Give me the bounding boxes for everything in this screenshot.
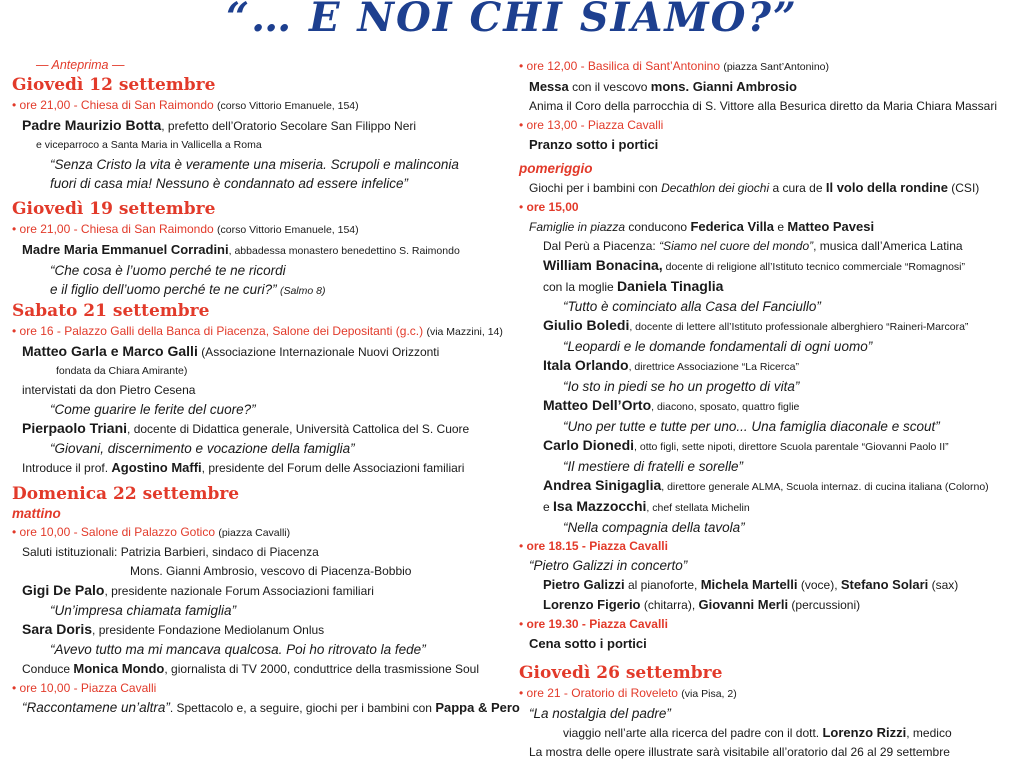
day-heading-12: Giovedì 12 settembre	[12, 75, 216, 95]
event-time: • ore 13,00 - Piazza Cavalli	[519, 118, 664, 132]
exhibition: La mostra delle opere illustrate sarà visitabile all’oratorio dal 26 al 29 settembre	[529, 745, 950, 759]
speaker: Itala Orlando, direttrice Associazione “La Ricerca”	[543, 357, 799, 373]
event-time: • ore 15,00	[519, 200, 579, 214]
quote: “Nella compagnia della tavola”	[563, 520, 745, 535]
speaker: Pierpaolo Triani, docente di Didattica generale, Università Cattolica del S. Cuore	[22, 420, 470, 436]
families: Famiglie in piazza conducono Federica Villa e Matteo Pavesi	[529, 219, 875, 234]
event-time: • ore 21,00 - Chiesa di San Raimondo (corso Vittorio Emanuele, 154)	[12, 222, 359, 236]
event-time: • ore 10,00 - Piazza Cavalli	[12, 681, 157, 695]
page-title: “… E NOI CHI SIAMO?”	[226, 0, 798, 41]
left-column	[12, 56, 520, 718]
quote: “Il mestiere di fratelli e sorelle”	[563, 459, 744, 474]
music: Dal Perù a Piacenza: “Siamo nel cuore del mondo”, musica dall’America Latina	[543, 239, 963, 253]
event-time: • ore 21 - Oratorio di Roveleto (via Pisa, 2)	[519, 686, 737, 700]
speaker: Matteo Dell’Orto, diacono, sposato, quattro figlie	[543, 397, 800, 413]
day-heading-19: Giovedì 19 settembre	[12, 199, 216, 219]
greetings: Saluti istituzionali: Patrizia Barbieri, sindaco di Piacenza	[22, 545, 319, 559]
speaker: Carlo Dionedi, otto figli, sette nipoti, direttore Scuola parentale “Giovanni Paolo II”	[543, 437, 949, 453]
quote: “Giovani, discernimento e vocazione della famiglia”	[50, 441, 355, 456]
day-heading-26: Giovedì 26 settembre	[519, 663, 723, 683]
quote: “Avevo tutto ma mi mancava qualcosa. Poi ho ritrovato la fede”	[50, 642, 426, 657]
host: Conduce Monica Mondo, giornalista di TV 2000, conduttrice della trasmissione Soul	[22, 661, 480, 676]
speaker: Sara Doris, presidente Fondazione Mediolanum Onlus	[22, 621, 325, 637]
event-time: • ore 21,00 - Chiesa di San Raimondo (corso Vittorio Emanuele, 154)	[12, 98, 359, 112]
mass: Messa con il vescovo mons. Gianni Ambrosio	[529, 79, 797, 94]
speaker: Madre Maria Emmanuel Corradini, abbadessa monastero benedettino S. Raimondo	[22, 242, 460, 257]
quote: “Uno per tutte e tutte per uno... Una famiglia diaconale e scout”	[563, 419, 940, 434]
anteprima-label: — Anteprima —	[36, 58, 125, 72]
speaker: Gigi De Palo, presidente nazionale Forum Associazioni familiari	[22, 582, 374, 598]
speaker: con la moglie Daniela Tinaglia	[543, 278, 724, 294]
speaker: Giulio Boledi, docente di lettere all’Istituto professionale alberghiero “Raineri-Marcora”	[543, 317, 969, 333]
event-time: • ore 16 - Palazzo Galli della Banca di Piacenza, Salone dei Depositanti (g.c.) (via Mazzini, 14)	[12, 324, 503, 338]
lunch: Pranzo sotto i portici	[529, 137, 659, 152]
section-mattino: mattino	[12, 506, 61, 521]
quote: “Un’impresa chiamata famiglia”	[50, 603, 237, 618]
quote: “Io sto in piedi se ho un progetto di vita”	[563, 379, 800, 394]
quote: “Come guarire le ferite del cuore?”	[50, 402, 256, 417]
musicians: Pietro Galizzi al pianoforte, Michela Martelli (voce), Stefano Solari (sax)	[543, 577, 959, 592]
day-heading-22: Domenica 22 settembre	[12, 484, 240, 504]
choir: Anima il Coro della parrocchia di S. Vittore alla Besurica diretto da Maria Chiara Massari	[529, 99, 997, 113]
quote: fuori di casa mia! Nessuno è condannato ad essere infelice”	[50, 176, 408, 191]
greetings: Mons. Gianni Ambrosio, vescovo di Piacenza-Bobbio	[130, 564, 412, 578]
speaker: William Bonacina, docente di religione all’Istituto tecnico commerciale “Romagnosi”	[543, 257, 965, 273]
quote: “Leopardi e le domande fondamentali di ogni uomo”	[563, 339, 873, 354]
day-heading-21: Sabato 21 settembre	[12, 301, 210, 321]
quote: “Che cosa è l’uomo perché te ne ricordi	[50, 263, 286, 278]
right-column	[519, 57, 1019, 762]
section-pomeriggio: pomeriggio	[519, 161, 593, 176]
quote: “Senza Cristo la vita è veramente una miseria. Scrupoli e malinconia	[50, 157, 459, 172]
musicians: Lorenzo Figerio (chitarra), Giovanni Merli (percussioni)	[543, 597, 861, 612]
speaker: e Isa Mazzocchi, chef stellata Michelin	[543, 498, 750, 514]
dinner: Cena sotto i portici	[529, 636, 647, 651]
event-time: • ore 10,00 - Salone di Palazzo Gotico (piazza Cavalli)	[12, 525, 291, 539]
speaker: Andrea Sinigaglia, direttore generale ALMA, Scuola internaz. di cucina italiana (Colorno)	[543, 477, 989, 493]
speaker-desc: fondata da Chiara Amirante)	[56, 365, 188, 377]
interviewer: intervistati da don Pietro Cesena	[22, 383, 196, 397]
quote: “Tutto è cominciato alla Casa del Fanciullo”	[563, 299, 821, 314]
show: “Raccontamene un’altra”. Spettacolo e, a seguire, giochi per i bambini con Pappa & Pero	[22, 700, 520, 715]
event-time: • ore 18.15 - Piazza Cavalli	[519, 539, 668, 553]
event-time: • ore 19.30 - Piazza Cavalli	[519, 617, 668, 631]
art-journey: viaggio nell’arte alla ricerca del padre con il dott. Lorenzo Rizzi, medico	[563, 725, 952, 740]
event-time: • ore 12,00 - Basilica di Sant’Antonino (piazza Sant’Antonino)	[519, 59, 829, 73]
speaker: Padre Maurizio Botta, prefetto dell’Oratorio Secolare San Filippo Neri	[22, 117, 417, 133]
quote: “La nostalgia del padre”	[529, 706, 671, 721]
games: Giochi per i bambini con Decathlon dei giochi a cura de Il volo della rondine (CSI)	[529, 180, 980, 195]
concert-title: “Pietro Galizzi in concerto”	[529, 558, 688, 573]
speaker: Matteo Garla e Marco Galli (Associazione Internazionale Nuovi Orizzonti	[22, 343, 440, 359]
intro: Introduce il prof. Agostino Maffi, presidente del Forum delle Associazioni familiari	[22, 460, 465, 475]
quote: e il figlio dell’uomo perché te ne curi?” (Salmo 8)	[50, 282, 326, 297]
speaker-desc: e viceparroco a Santa Maria in Vallicella a Roma	[36, 139, 262, 151]
